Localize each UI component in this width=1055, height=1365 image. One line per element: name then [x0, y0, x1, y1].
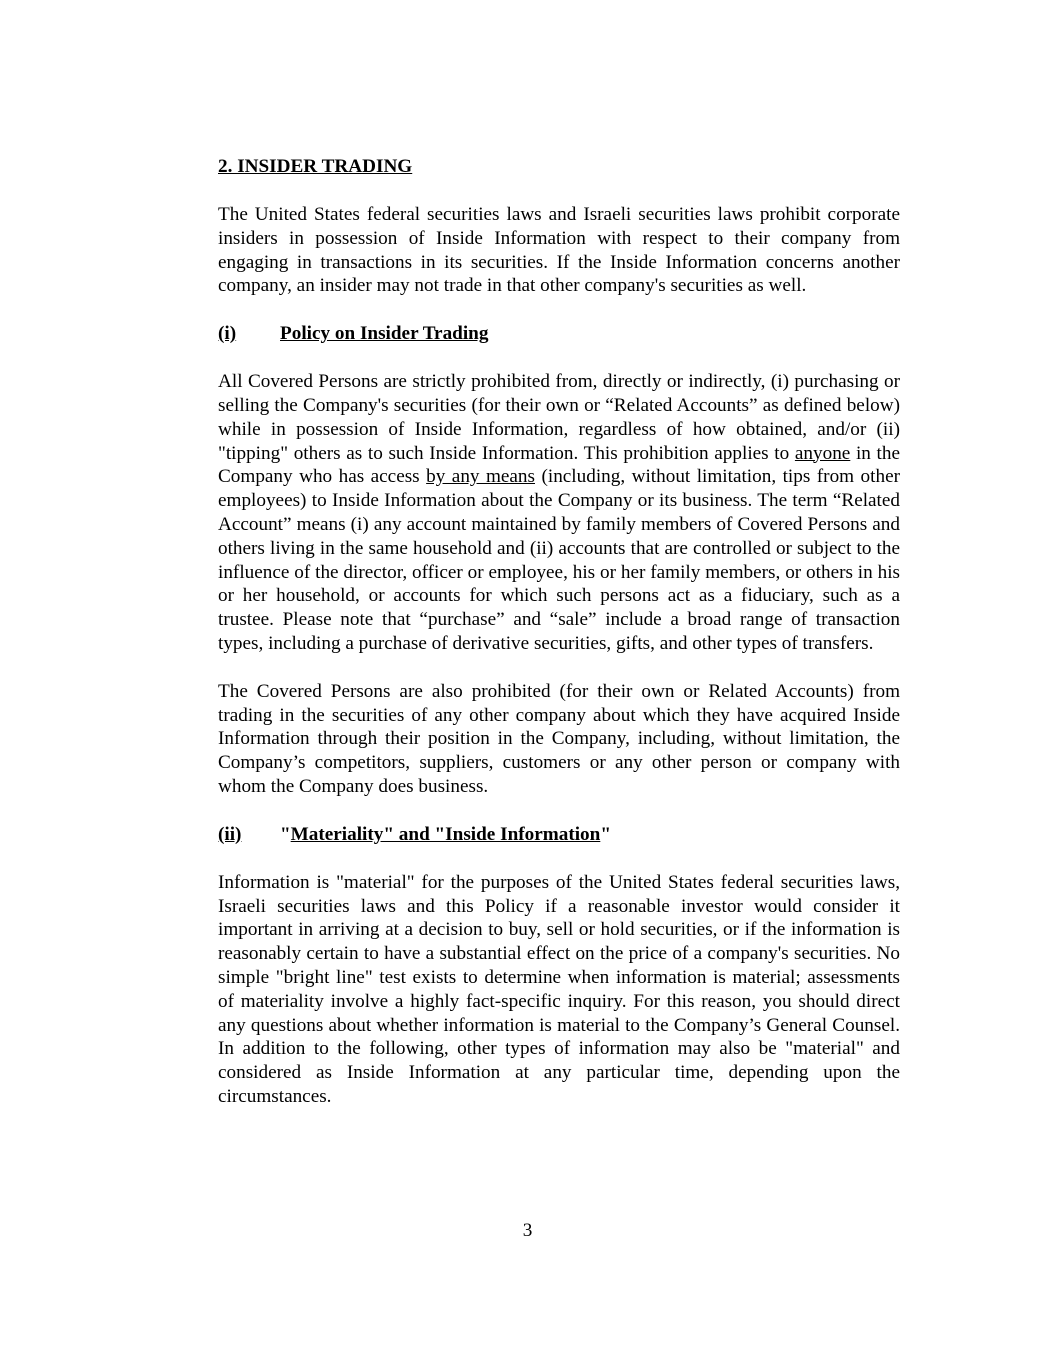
subsection-title: Policy on Insider Trading	[280, 323, 489, 345]
subsection-heading-materiality	[218, 823, 900, 847]
covered-persons-paragraph: The Covered Persons are also prohibited (for their own or Related Accounts) from trading in the securities of any other company about which they have acquired Inside Information through their position in the Company, including, without limitation, the Company’s competitors, suppliers, customers or any other person or company with whom the Company does business.	[218, 680, 900, 797]
underlined-by-any-means: by any means	[426, 466, 535, 488]
underlined-anyone: anyone	[794, 442, 851, 464]
policy-paragraph	[218, 370, 900, 656]
subsection-title: Materiality" and "Inside Information	[290, 823, 601, 845]
document-page	[218, 155, 900, 1109]
subsection-number: (ii)	[218, 823, 242, 845]
policy-text-part-1: All Covered Persons are strictly prohibited from, directly or indirectly, (i) purchasing or selling the Company's securities (for their own or “Related Accounts” as defined below) while in possession of Inside Information, regardless of how obtained, and/or (ii) "tipping" others as to such Inside Information. This prohibition applies to	[218, 371, 900, 464]
policy-text-part-2: in the Company who has access	[218, 442, 900, 488]
policy-text-part-3: (including, without limitation, tips from other employees) to Inside Information about the Company or its business. The term “Related Account” means (i) any account maintained by family members of Covered Persons and others living in the same household and (ii) accounts that are controlled or subject to the influence of the director, officer or employee, his or her family members, or others in his or her household, or accounts for which such persons act as a fiduciary, such as a trustee. Please note that “purchase” and “sale” include a broad range of transaction types, including a purchase of derivative securities, gifts, and other types of transfers.	[218, 466, 900, 654]
section-intro-paragraph: The United States federal securities laws and Israeli securities laws prohibit corporate insiders in possession of Inside Information with respect to their company from engaging in transactions in its securities. If the Inside Information concerns another company, an insider may not trade in that other company's securities as well.	[218, 204, 900, 297]
subsection-heading-policy	[218, 322, 900, 346]
title-open-quote: "	[280, 823, 291, 845]
section-heading: 2. INSIDER TRADING	[218, 156, 413, 177]
page-number: 3	[522, 1220, 533, 1241]
title-close-quote: "	[600, 823, 611, 845]
subsection-number: (i)	[218, 323, 237, 345]
materiality-paragraph: Information is "material" for the purposes of the United States federal securities laws, Israeli securities laws and this Policy if a reasonable investor would consider it important in arriving at a decision to buy, sell or hold securities, or if the information is reasonably certain to have a substantial effect on the price of a company's securities. No simple "bright line" test exists to determine when information is material; assessments of materiality involve a highly fact-specific inquiry. For this reason, you should direct any questions about whether information is material to the Company’s General Counsel. In addition to the following, other types of information may also be "material" and considered as Inside Information at any particular time, depending upon the circumstances.	[218, 871, 900, 1107]
